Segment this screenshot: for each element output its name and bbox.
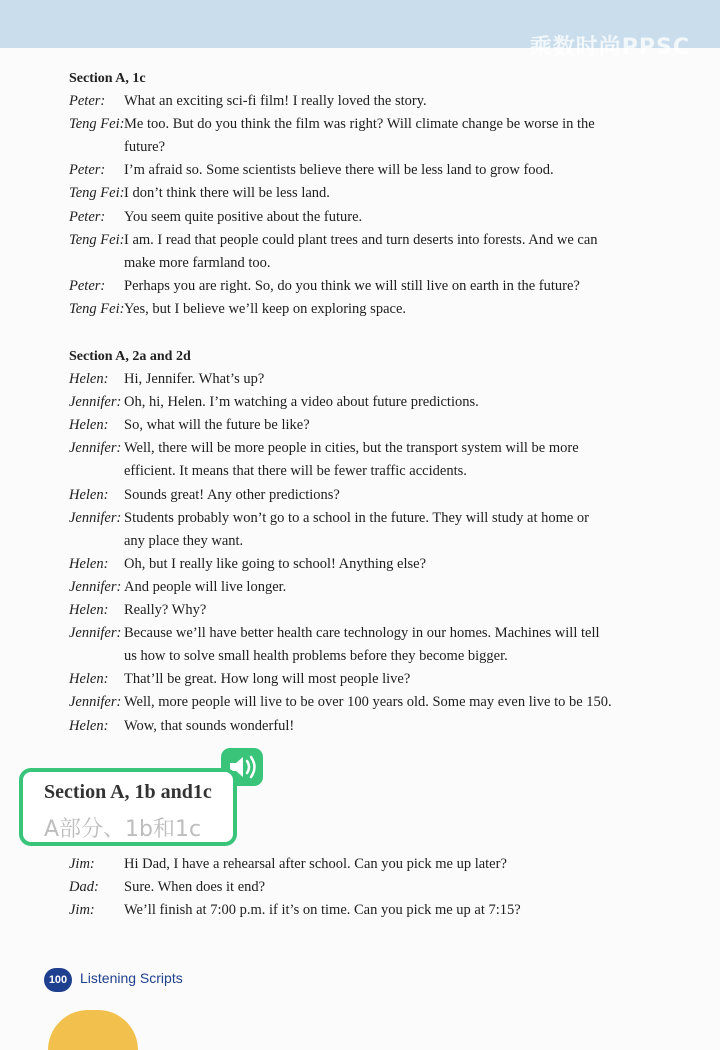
dialogue-text: And people will live longer. (124, 578, 287, 595)
speaker-label: Teng Fei: (69, 300, 125, 317)
dialogue-text: Oh, hi, Helen. I’m watching a video about future predictions. (124, 394, 479, 411)
dialogue-text: So, what will the future be like? (124, 417, 310, 434)
speaker-label: Helen: (69, 486, 109, 503)
dialogue-text: Hi, Jennifer. What’s up? (124, 371, 265, 387)
dialogue-text: We’ll finish at 7:00 p.m. if it’s on time. Can you pick me up at 7:15? (124, 902, 521, 919)
speaker-label: Helen: (69, 602, 109, 618)
dialogue-text: Sounds great! Any other predictions? (124, 486, 340, 503)
dialogue-text: efficient. It means that there will be fewer traffic accidents. (124, 463, 467, 480)
speaker-label: Teng Fei: (69, 231, 125, 248)
speaker-label: Jennifer: (69, 509, 122, 526)
speaker-label: Jim: (69, 902, 95, 919)
speaker-label: Helen: (69, 717, 109, 734)
speaker-label: Jennifer: (69, 440, 122, 457)
section-title: Section A, 1c (69, 71, 146, 86)
speaker-label: Jennifer: (69, 694, 122, 711)
dialogue-text: Because we’ll have better health care technology in our homes. Machines will tell (124, 625, 600, 642)
dialogue-text: Wow, that sounds wonderful! (124, 717, 295, 734)
dialogue-text: future? (124, 139, 166, 156)
dialogue-text: Students probably won’t go to a school in the future. They will study at home or (124, 509, 590, 526)
section-title: Section A, 2a and 2d (69, 349, 191, 364)
dialogue-text: Me too. But do you think the film was right? Will climate change be worse in the (124, 116, 595, 133)
dialogue-text: You seem quite positive about the future. (124, 208, 363, 225)
speaker-label: Teng Fei: (69, 185, 125, 202)
dialogue-text: any place they want. (124, 532, 244, 549)
speaker-label: Peter: (69, 208, 106, 225)
watermark: 乘数时尚PPSC (529, 35, 690, 60)
speaker-label: Peter: (69, 277, 106, 294)
speaker-label: Jennifer: (69, 394, 122, 411)
speaker-label: Helen: (69, 417, 109, 434)
speaker-label: Helen: (69, 671, 109, 688)
speaker-label: Peter: (69, 162, 106, 179)
page-number-badge: 100 (44, 968, 72, 992)
speaker-label: Helen: (69, 371, 109, 387)
dialogue-text: Really? Why? (124, 602, 207, 618)
decorative-shape (48, 1010, 138, 1050)
dialogue-text: Well, more people will live to be over 100 years old. Some may even live to be 150. (124, 694, 612, 711)
dialogue-text: That’ll be great. How long will most people live? (124, 671, 411, 688)
footer-label: Listening Scripts (80, 970, 183, 986)
dialogue-text: I’m afraid so. Some scientists believe there will be less land to grow food. (124, 162, 554, 179)
dialogue-text: Perhaps you are right. So, do you think we will still live on earth in the future? (124, 277, 580, 294)
dialogue-text: I don’t think there will be less land. (124, 185, 330, 202)
speaker-label: Jim: (69, 856, 95, 872)
speaker-label: Helen: (69, 555, 109, 572)
callout-title-en: Section A, 1b and1c (44, 781, 212, 803)
dialogue-text: Sure. When does it end? (124, 879, 266, 896)
speaker-label: Dad: (69, 879, 99, 896)
dialogue-text: Hi Dad, I have a rehearsal after school. Can you pick me up later? (124, 856, 507, 872)
dialogue-text: Well, there will be more people in cities, but the transport system will be more (124, 440, 579, 457)
dialogue-text: Oh, but I really like going to school! Anything else? (124, 555, 427, 572)
speaker-label: Jennifer: (69, 625, 122, 642)
dialogue-text: I am. I read that people could plant trees and turn deserts into forests. And we can (124, 231, 598, 248)
dialogue-text: make more farmland too. (124, 254, 271, 271)
speaker-label: Peter: (69, 93, 106, 109)
callout-title-zh: A部分、1b和1c (44, 817, 202, 842)
top-banner (0, 0, 720, 60)
section-callout (19, 768, 237, 846)
dialogue-text: Yes, but I believe we’ll keep on exploring space. (124, 300, 407, 317)
speaker-label: Teng Fei: (69, 116, 125, 133)
speaker-label: Jennifer: (69, 578, 122, 595)
dialogue-text: What an exciting sci-fi film! I really loved the story. (124, 93, 427, 109)
dialogue-text: us how to solve small health problems before they become bigger. (124, 648, 508, 665)
